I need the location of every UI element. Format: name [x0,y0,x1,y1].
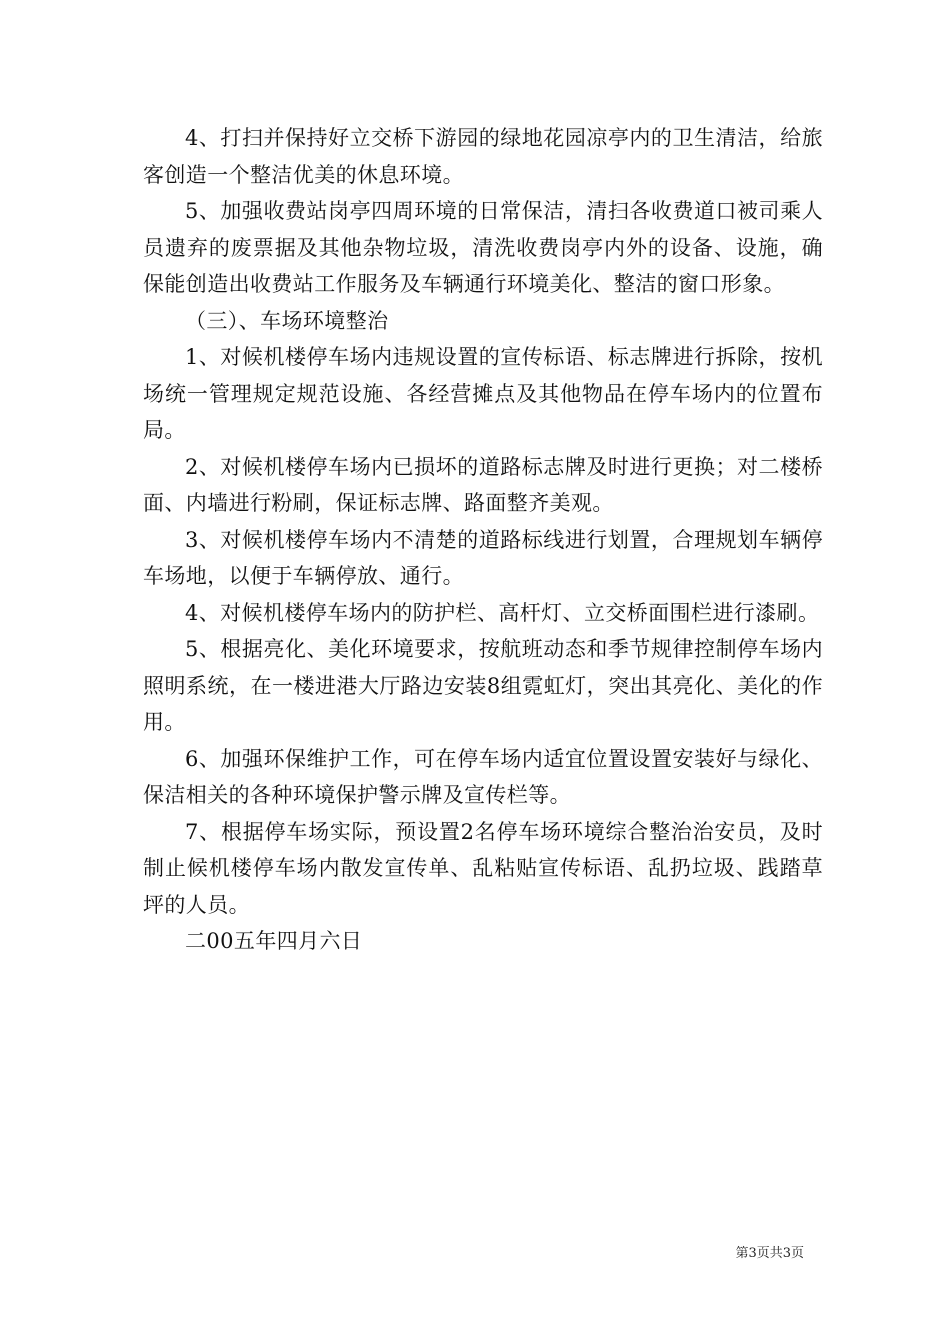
paragraph: 5、加强收费站岗亭四周环境的日常保洁，清扫各收费道口被司乘人员遗弃的废票据及其他杂物垃圾，清洗收费岗亭内外的设备、设施，确保能创造出收费站工作服务及车辆通行环境美化、整洁的窗口形象。 [143,199,823,296]
section-heading: （三）、车场环境整治 [185,308,389,333]
paragraph: 4、打扫并保持好立交桥下游园的绿地花园凉亭内的卫生清洁，给旅客创造一个整洁优美的休息环境。 [143,126,823,187]
page-number-footer: 第3页共3页 [735,1246,804,1261]
paragraph: 6、加强环保维护工作，可在停车场内适宜位置设置安装好与绿化、保洁相关的各种环境保护警示牌及宣传栏等。 [143,746,823,807]
document-body [143,120,823,960]
paragraph: 5、根据亮化、美化环境要求，按航班动态和季节规律控制停车场内照明系统，在一楼进港大厅路边安装8组霓虹灯，突出其亮化、美化的作用。 [143,637,823,734]
paragraph: 1、对候机楼停车场内违规设置的宣传标语、标志牌进行拆除，按机场统一管理规定规范设施、各经营摊点及其他物品在停车场内的位置布局。 [143,345,823,442]
document-date: 二00五年四月六日 [185,929,363,953]
paragraph: 3、对候机楼停车场内不清楚的道路标线进行划置，合理规划车辆停车场地，以便于车辆停放、通行。 [143,527,823,588]
paragraph: 7、根据停车场实际，预设置2名停车场环境综合整治治安员，及时制止候机楼停车场内散发宣传单、乱粘贴宣传标语、乱扔垃圾、践踏草坪的人员。 [143,819,823,917]
paragraph: 4、对候机楼停车场内的防护栏、高杆灯、立交桥面围栏进行漆刷。 [185,600,820,625]
paragraph: 2、对候机楼停车场内已损坏的道路标志牌及时进行更换；对二楼桥面、内墙进行粉刷，保证标志牌、路面整齐美观。 [143,454,823,515]
